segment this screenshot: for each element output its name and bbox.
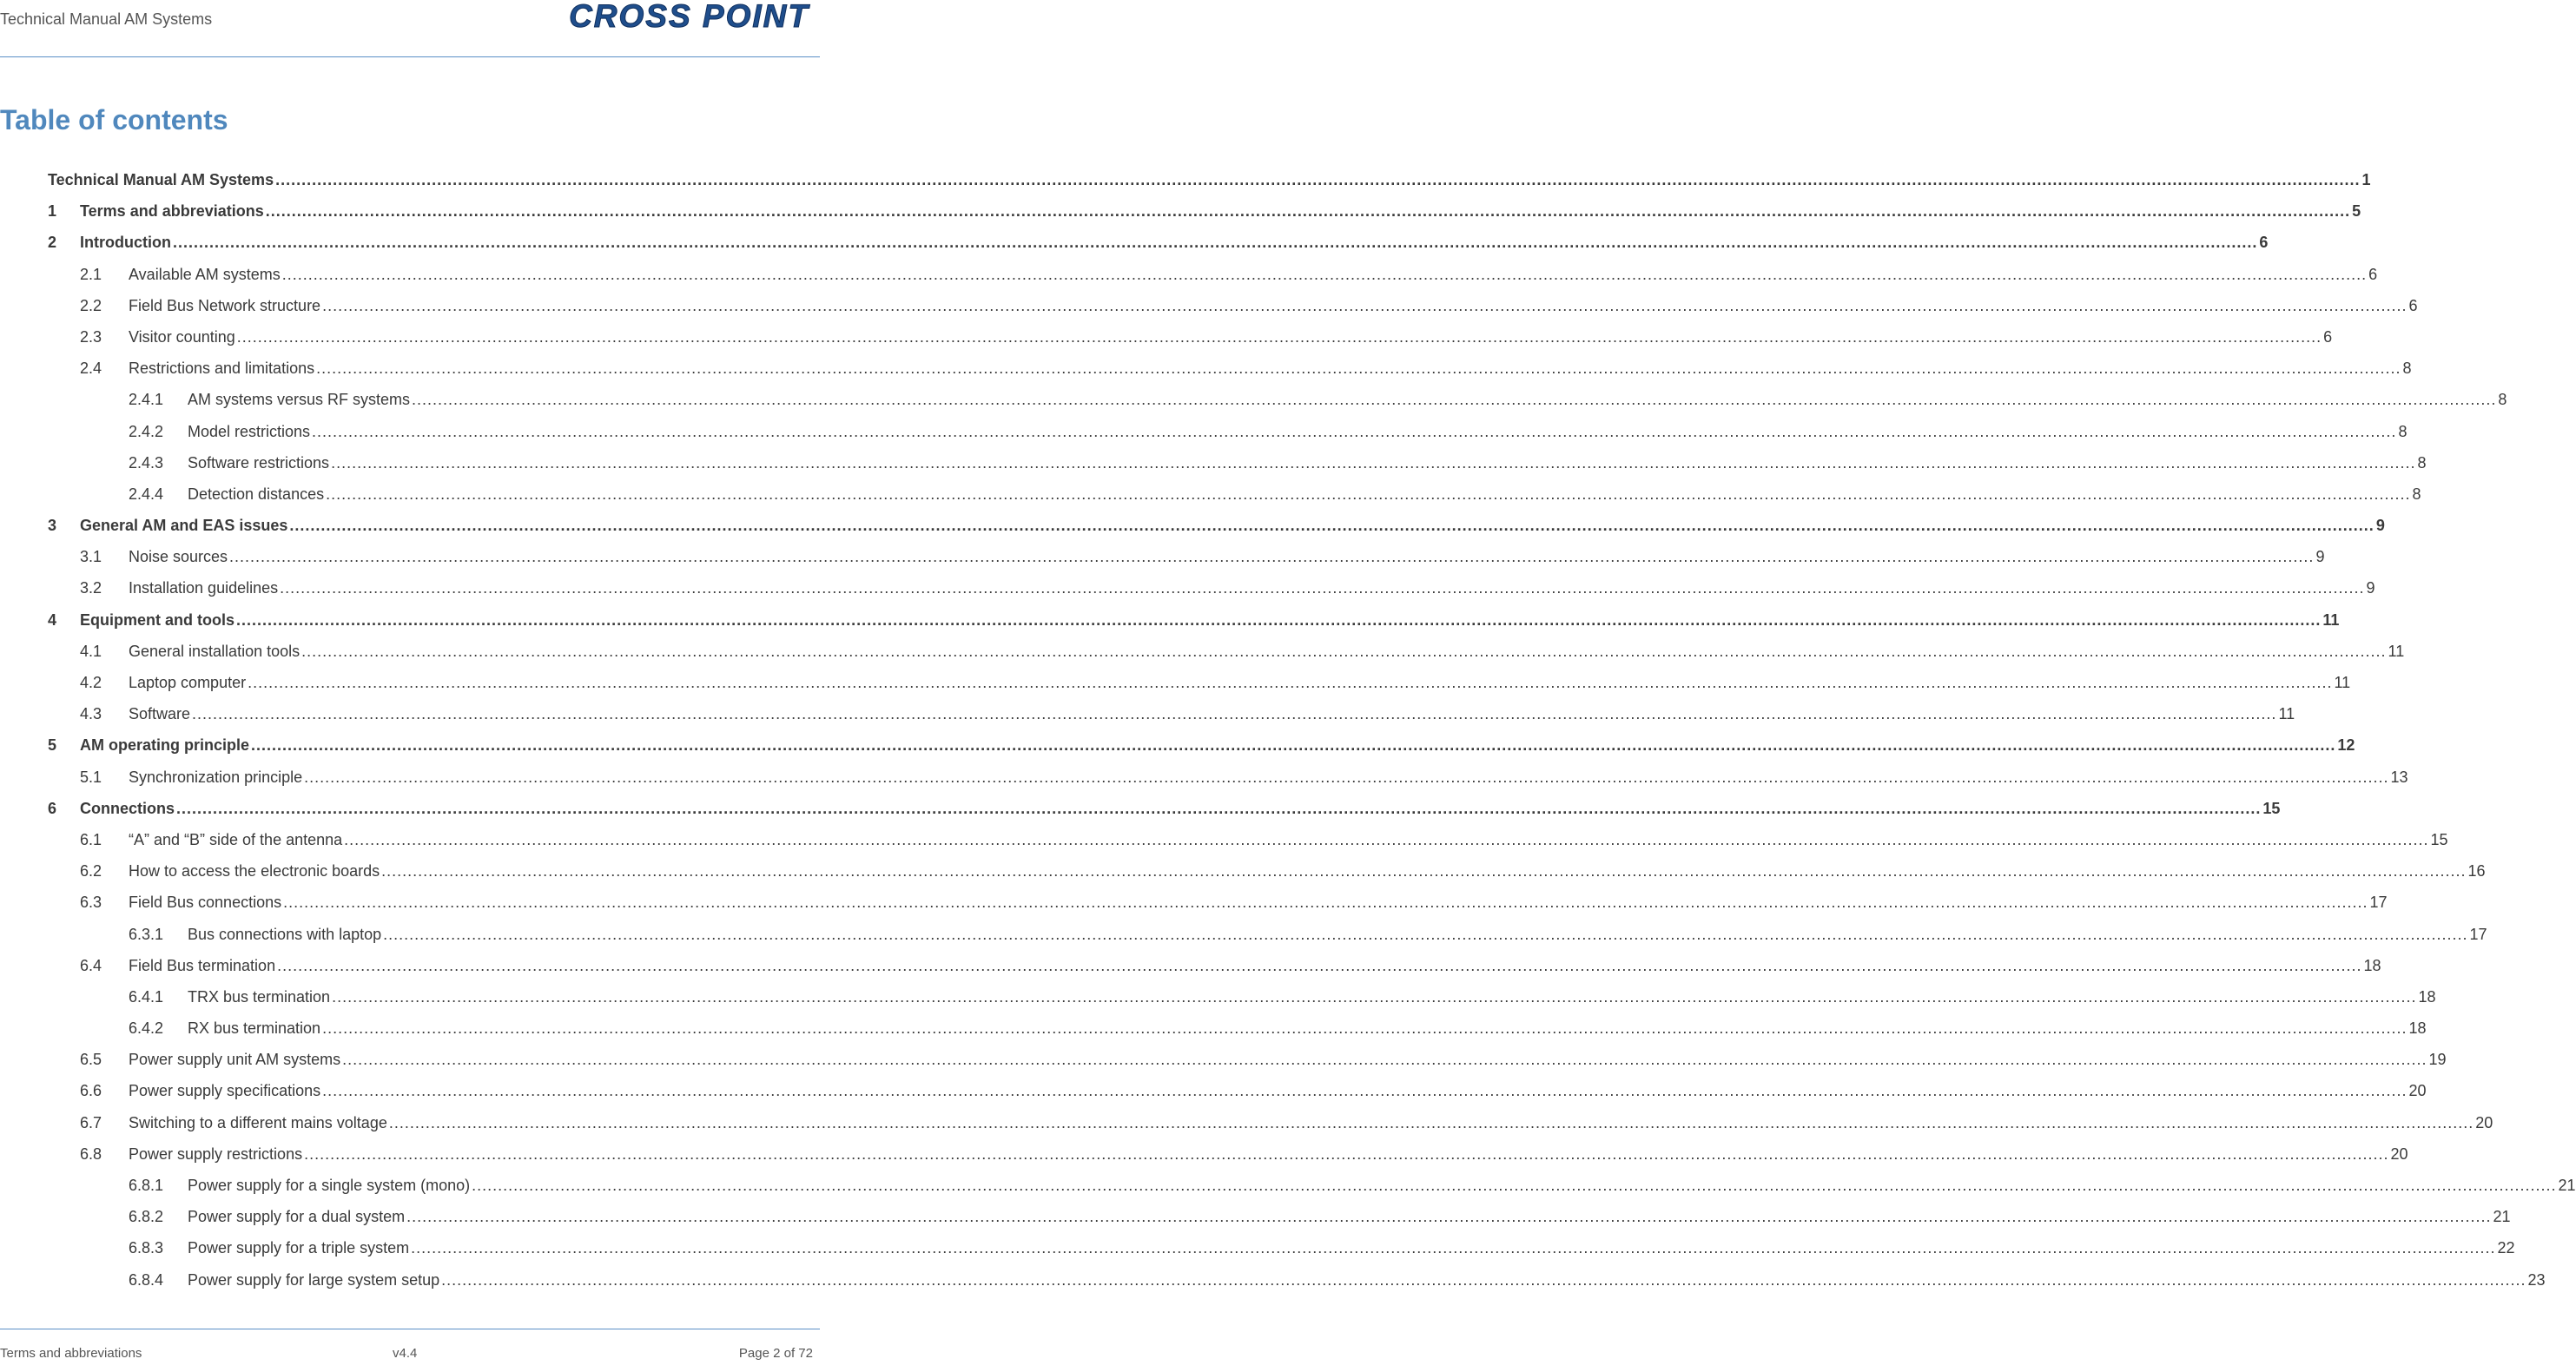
toc-entry-page: 8	[2498, 391, 2507, 409]
toc-entry-page: 17	[2469, 925, 2487, 943]
toc-dot-leader: ................................................................................................................................................................................................................................................................................................................................................................................................................	[472, 1177, 2557, 1194]
toc-entry-page: 18	[2363, 956, 2381, 974]
toc-entry[interactable]	[0, 854, 2486, 886]
toc-entry[interactable]	[0, 635, 2405, 666]
toc-entry-number: 6.3.1	[129, 925, 164, 943]
toc-entry-title[interactable]: Connections	[80, 799, 175, 817]
toc-entry-title[interactable]: Installation guidelines	[129, 579, 279, 597]
toc-entry[interactable]	[0, 226, 2269, 257]
toc-entry[interactable]	[0, 918, 2487, 949]
toc-entry-number: 4	[48, 610, 57, 629]
toc-dot-leader: ................................................................................................................................................................................................................................................................................................................................................................................................................	[406, 1208, 2492, 1226]
toc-entry[interactable]	[0, 320, 2333, 352]
toc-entry-number: 2.4.2	[129, 422, 164, 440]
toc-entry-title[interactable]: Power supply specifications	[129, 1082, 321, 1100]
toc-dot-leader: ................................................................................................................................................................................................................................................................................................................................................................................................................	[412, 391, 2497, 409]
toc-entry-number: 4.2	[80, 674, 102, 691]
toc-dot-leader: ................................................................................................................................................................................................................................................................................................................................................................................................................	[283, 894, 2368, 912]
toc-dot-leader: ................................................................................................................................................................................................................................................................................................................................................................................................................	[304, 1144, 2389, 1163]
toc-entry[interactable]	[0, 258, 2378, 289]
toc-dot-leader: ................................................................................................................................................................................................................................................................................................................................................................................................................	[277, 956, 2362, 974]
toc-dot-leader: ................................................................................................................................................................................................................................................................................................................................................................................................................	[236, 327, 2322, 346]
toc-entry-page: 18	[2418, 987, 2436, 1006]
toc-entry-title[interactable]: Introduction	[80, 234, 171, 252]
toc-entry[interactable]	[0, 1231, 2515, 1263]
toc-dot-leader: ................................................................................................................................................................................................................................................................................................................................................................................................................	[322, 296, 2408, 314]
toc-dot-leader: ................................................................................................................................................................................................................................................................................................................................................................................................................	[322, 1019, 2408, 1038]
toc-entry-number: 6	[48, 799, 57, 817]
toc-dot-leader: ................................................................................................................................................................................................................................................................................................................................................................................................................	[316, 359, 2401, 378]
toc-entry-title[interactable]: Power supply for a single system (mono)	[188, 1177, 471, 1194]
toc-entry-title[interactable]: Model restrictions	[188, 422, 311, 440]
toc-dot-leader: ................................................................................................................................................................................................................................................................................................................................................................................................................	[383, 925, 2468, 943]
toc-entry-page: 11	[2322, 610, 2340, 629]
toc-entry-number: 5	[48, 736, 57, 755]
toc-entry-title[interactable]: General AM and EAS issues	[80, 517, 288, 535]
toc-entry-number: 4.1	[80, 642, 102, 660]
toc-entry-page: 11	[2334, 674, 2351, 691]
toc-entry[interactable]	[0, 729, 2355, 760]
toc-entry-number: 1	[48, 202, 57, 221]
toc-entry[interactable]	[0, 666, 2351, 697]
logo-text: CROSS POINT	[569, 0, 809, 34]
toc-entry-title[interactable]: Switching to a different mains voltage	[129, 1113, 387, 1131]
toc-entry-page: 8	[2417, 453, 2427, 472]
toc-entry-number: 3	[48, 517, 57, 535]
toc-entry-number: 2.4.1	[129, 391, 164, 409]
toc-entry-page: 19	[2428, 1051, 2447, 1069]
toc-entry-title[interactable]: Software	[129, 705, 191, 723]
footer-section-name: Terms and abbreviations	[0, 1346, 142, 1361]
toc-entry-title[interactable]: Field Bus Network structure	[129, 296, 321, 314]
toc-entry[interactable]	[0, 195, 2361, 226]
toc-entry-title[interactable]: Power supply for a triple system	[188, 1239, 410, 1257]
toc-entry-title[interactable]: Technical Manual AM Systems	[48, 171, 274, 188]
toc-dot-leader: ................................................................................................................................................................................................................................................................................................................................................................................................................	[172, 234, 2258, 252]
toc-entry-page: 6	[2368, 265, 2378, 283]
toc-entry-page: 15	[2430, 830, 2448, 848]
toc-entry-title[interactable]: Power supply unit AM systems	[129, 1051, 341, 1069]
toc-entry-page: 8	[2402, 359, 2412, 378]
toc-entry-page: 15	[2262, 799, 2281, 817]
toc-entry-page: 17	[2369, 894, 2388, 912]
toc-dot-leader: ................................................................................................................................................................................................................................................................................................................................................................................................................	[411, 1239, 2496, 1257]
toc-entry[interactable]	[0, 571, 2375, 603]
toc-entry-title[interactable]: Power supply for large system setup	[188, 1270, 440, 1289]
toc-dot-leader: ................................................................................................................................................................................................................................................................................................................................................................................................................	[388, 1113, 2474, 1131]
toc-entry-number: 2	[48, 234, 57, 252]
toc-entry[interactable]	[0, 1200, 2511, 1231]
toc-entry-page: 9	[2315, 548, 2325, 566]
toc-entry-number: 6.6	[80, 1082, 102, 1100]
toc-dot-leader: ................................................................................................................................................................................................................................................................................................................................................................................................................	[331, 453, 2416, 472]
toc-entry[interactable]	[0, 540, 2325, 571]
toc-dot-leader: ................................................................................................................................................................................................................................................................................................................................................................................................................	[344, 830, 2429, 848]
toc-dot-leader: ................................................................................................................................................................................................................................................................................................................................................................................................................	[265, 202, 2351, 221]
toc-entry-page: 16	[2467, 862, 2486, 881]
table-of-contents	[0, 163, 2576, 1295]
toc-entry-number: 6.1	[80, 830, 102, 848]
toc-entry-page: 20	[2390, 1144, 2408, 1163]
toc-entry-title[interactable]: Visitor counting	[129, 327, 235, 346]
toc-entry-page: 22	[2497, 1239, 2515, 1257]
toc-entry[interactable]	[0, 886, 2388, 917]
toc-entry-number: 2.3	[80, 327, 102, 346]
toc-entry[interactable]	[0, 949, 2381, 980]
toc-entry-number: 6.5	[80, 1051, 102, 1069]
toc-entry[interactable]	[0, 1043, 2447, 1074]
toc-dot-leader: ................................................................................................................................................................................................................................................................................................................................................................................................................	[275, 171, 2361, 188]
toc-dot-leader: ................................................................................................................................................................................................................................................................................................................................................................................................................	[289, 517, 2375, 535]
toc-entry-page: 1	[2361, 171, 2371, 188]
toc-entry-number: 6.3	[80, 894, 102, 912]
toc-entry-number: 6.2	[80, 862, 102, 881]
toc-entry[interactable]	[0, 1169, 2576, 1200]
toc-dot-leader: ................................................................................................................................................................................................................................................................................................................................................................................................................	[301, 642, 2387, 660]
toc-dot-leader: ................................................................................................................................................................................................................................................................................................................................................................................................................	[342, 1051, 2427, 1069]
toc-entry-page: 12	[2337, 736, 2355, 755]
toc-entry[interactable]	[0, 478, 2421, 509]
toc-entry-title[interactable]: How to access the electronic boards	[129, 862, 380, 881]
toc-entry-page: 9	[2375, 517, 2385, 535]
toc-heading: Table of contents	[0, 104, 228, 135]
toc-entry-page: 6	[2323, 327, 2333, 346]
toc-dot-leader: ................................................................................................................................................................................................................................................................................................................................................................................................................	[176, 799, 2262, 817]
footer-version: v4.4	[393, 1346, 418, 1361]
toc-entry[interactable]	[0, 446, 2427, 478]
toc-entry-title[interactable]: Noise sources	[129, 548, 228, 566]
toc-entry-title[interactable]: Synchronization principle	[129, 768, 303, 786]
toc-dot-leader: ................................................................................................................................................................................................................................................................................................................................................................................................................	[192, 705, 2277, 723]
toc-entry-title[interactable]: Terms and abbreviations	[80, 202, 264, 221]
toc-entry-number: 2.2	[80, 296, 102, 314]
toc-entry-page: 5	[2352, 202, 2361, 221]
toc-entry[interactable]	[0, 1074, 2427, 1105]
toc-entry[interactable]	[0, 980, 2436, 1012]
toc-entry-title[interactable]: TRX bus termination	[188, 987, 331, 1006]
toc-entry-page: 23	[2527, 1270, 2546, 1289]
toc-entry-page: 21	[2558, 1177, 2576, 1194]
toc-entry-number: 6.8.4	[129, 1270, 164, 1289]
toc-dot-leader: ................................................................................................................................................................................................................................................................................................................................................................................................................	[229, 548, 2315, 566]
toc-dot-leader: ................................................................................................................................................................................................................................................................................................................................................................................................................	[332, 987, 2417, 1006]
toc-entry-page: 11	[2278, 705, 2295, 723]
toc-dot-leader: ................................................................................................................................................................................................................................................................................................................................................................................................................	[280, 579, 2365, 597]
toc-entry-page: 8	[2412, 485, 2421, 503]
toc-entry-number: 6.7	[80, 1113, 102, 1131]
toc-entry-number: 3.2	[80, 579, 102, 597]
toc-entry-page: 13	[2390, 768, 2408, 786]
toc-entry-title[interactable]: Restrictions and limitations	[129, 359, 315, 378]
toc-entry-title[interactable]: AM operating principle	[80, 736, 250, 755]
toc-entry[interactable]	[0, 1263, 2546, 1295]
toc-dot-leader: ................................................................................................................................................................................................................................................................................................................................................................................................................	[312, 422, 2397, 440]
toc-entry[interactable]	[0, 604, 2340, 635]
toc-entry-number: 6.4.1	[129, 987, 164, 1006]
toc-entry-page: 6	[2408, 296, 2418, 314]
toc-dot-leader: ................................................................................................................................................................................................................................................................................................................................................................................................................	[381, 862, 2467, 881]
toc-entry-number: 6.8.3	[129, 1239, 164, 1257]
toc-dot-leader: ................................................................................................................................................................................................................................................................................................................................................................................................................	[281, 265, 2368, 283]
toc-entry-number: 6.4	[80, 956, 102, 974]
toc-entry[interactable]	[0, 352, 2412, 383]
toc-entry-number: 6.4.2	[129, 1019, 164, 1038]
toc-dot-leader: ................................................................................................................................................................................................................................................................................................................................................................................................................	[441, 1270, 2526, 1289]
toc-entry-title[interactable]: Bus connections with laptop	[188, 925, 382, 943]
toc-entry-title[interactable]: Equipment and tools	[80, 610, 234, 629]
toc-entry[interactable]	[0, 383, 2507, 414]
toc-entry[interactable]	[0, 509, 2385, 540]
toc-entry-number: 5.1	[80, 768, 102, 786]
footer-page-number: Page 2 of 72	[738, 1346, 813, 1361]
toc-entry-page: 8	[2398, 422, 2408, 440]
toc-entry-number: 2.4.4	[129, 485, 164, 503]
toc-entry[interactable]	[0, 1012, 2427, 1043]
toc-entry-page: 21	[2493, 1208, 2511, 1226]
toc-entry[interactable]	[0, 823, 2448, 854]
toc-entry-title[interactable]: Field Bus termination	[129, 956, 276, 974]
toc-entry-number: 6.8.2	[129, 1208, 164, 1226]
toc-entry-number: 2.1	[80, 265, 102, 283]
toc-entry-title[interactable]: Power supply restrictions	[129, 1144, 303, 1163]
header-divider	[0, 56, 820, 57]
toc-entry[interactable]	[0, 761, 2408, 792]
toc-entry-page: 18	[2408, 1019, 2427, 1038]
toc-dot-leader: ................................................................................................................................................................................................................................................................................................................................................................................................................	[248, 674, 2333, 691]
toc-dot-leader: ................................................................................................................................................................................................................................................................................................................................................................................................................	[251, 736, 2336, 755]
toc-entry-title[interactable]: General installation tools	[129, 642, 301, 660]
toc-entry-title[interactable]: RX bus termination	[188, 1019, 321, 1038]
toc-entry-title[interactable]: AM systems versus RF systems	[188, 391, 411, 409]
toc-entry-number: 6.8.1	[129, 1177, 164, 1194]
toc-entry[interactable]	[0, 415, 2408, 446]
toc-entry[interactable]	[0, 697, 2295, 729]
toc-entry-title[interactable]: Field Bus connections	[129, 894, 282, 912]
toc-entry[interactable]	[0, 1106, 2493, 1138]
toc-dot-leader: ................................................................................................................................................................................................................................................................................................................................................................................................................	[236, 610, 2322, 629]
toc-entry-number: 3.1	[80, 548, 102, 566]
toc-dot-leader: ................................................................................................................................................................................................................................................................................................................................................................................................................	[326, 485, 2411, 503]
toc-entry-title[interactable]: Laptop computer	[129, 674, 247, 691]
toc-entry[interactable]	[0, 1138, 2408, 1169]
toc-entry[interactable]	[0, 289, 2418, 320]
toc-entry-page: 20	[2475, 1113, 2493, 1131]
document-header-title: Technical Manual AM Systems	[0, 10, 213, 28]
toc-entry-title[interactable]: Detection distances	[188, 485, 325, 503]
toc-entry-page: 11	[2388, 642, 2405, 660]
toc-entry-title[interactable]: Available AM systems	[129, 265, 281, 283]
toc-entry-page: 6	[2259, 234, 2269, 252]
toc-dot-leader: ................................................................................................................................................................................................................................................................................................................................................................................................................	[304, 768, 2389, 786]
toc-entry[interactable]	[0, 792, 2281, 823]
toc-entry-number: 6.8	[80, 1144, 102, 1163]
cross-point-logo	[526, 0, 813, 35]
toc-dot-leader: ................................................................................................................................................................................................................................................................................................................................................................................................................	[322, 1082, 2408, 1100]
toc-entry[interactable]	[0, 163, 2371, 195]
toc-entry-number: 2.4.3	[129, 453, 164, 472]
toc-entry-number: 4.3	[80, 705, 102, 723]
toc-entry-title[interactable]: “A” and “B” side of the antenna	[129, 830, 343, 848]
toc-entry-title[interactable]: Software restrictions	[188, 453, 330, 472]
toc-entry-title[interactable]: Power supply for a dual system	[188, 1208, 406, 1226]
toc-entry-page: 9	[2366, 579, 2375, 597]
toc-entry-page: 20	[2408, 1082, 2427, 1100]
toc-entry-number: 2.4	[80, 359, 102, 378]
